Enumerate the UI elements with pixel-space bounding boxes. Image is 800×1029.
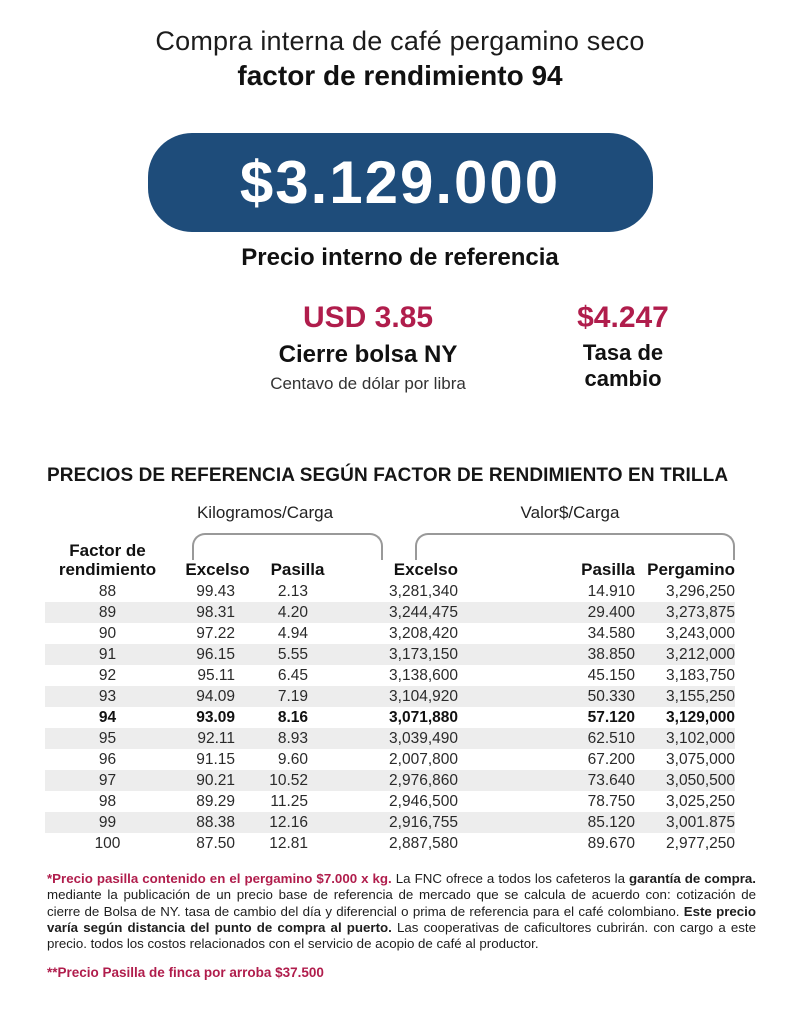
exchange-rate-value: $4.247 [577, 301, 669, 334]
table-cell: 6.45 [277, 667, 308, 684]
ny-close-label: Cierre bolsa NY [278, 341, 458, 368]
table-cell: 2.13 [277, 583, 308, 600]
table-cell: 89 [98, 604, 117, 621]
table-cell: 9.60 [277, 751, 308, 768]
table-cell: 3,183,750 [666, 667, 735, 684]
column-header-pasilla-valor: Pasilla [581, 560, 635, 579]
table-row [45, 602, 735, 623]
table-cell: 3,001.875 [666, 814, 735, 831]
table-cell: 3,025,250 [666, 793, 735, 810]
table-row [45, 644, 735, 665]
table-cell: 4.94 [277, 625, 308, 642]
table-cell: 3,173,150 [389, 646, 458, 663]
column-header-pergamino: Pergamino [647, 560, 735, 579]
table-cell: 91.15 [196, 751, 235, 768]
column-header-excelso-kg: Excelso [185, 560, 250, 579]
table-row [45, 812, 735, 833]
table-cell: 3,050,500 [666, 772, 735, 789]
table-row [45, 791, 735, 812]
table-cell: 78.750 [587, 793, 635, 810]
table-cell: 92 [98, 667, 117, 684]
table-cell: 88.38 [196, 814, 235, 831]
table-cell: 90.21 [196, 772, 235, 789]
table-row [45, 686, 735, 707]
infographic-page [0, 24, 800, 1029]
table-cell: 94.09 [196, 688, 235, 705]
table-cell: 3,138,600 [389, 667, 458, 684]
table-cell: 88 [98, 583, 117, 600]
table-cell: 38.850 [587, 646, 635, 663]
table-cell: 45.150 [587, 667, 635, 684]
footnote-segment: garantía de compra. [628, 871, 756, 886]
table-section-title: PRECIOS DE REFERENCIA SEGÚN FACTOR DE RENDIMIENTO EN TRILLA [47, 465, 729, 486]
table-cell: 90 [98, 625, 117, 642]
table-cell: 3,273,875 [666, 604, 735, 621]
footnote-segment: La FNC ofrece a todos los cafeteros la [395, 871, 629, 886]
column-header-pasilla-kg: Pasilla [270, 560, 325, 579]
table-row [45, 707, 735, 728]
table-cell: 12.16 [269, 814, 308, 831]
table-cell: 97 [98, 772, 117, 789]
table-cell: 5.55 [277, 646, 308, 663]
table-cell: 2,977,250 [666, 835, 735, 852]
table-row [45, 770, 735, 791]
table-cell: 93 [98, 688, 117, 705]
footnote-pasilla-finca: **Precio Pasilla de finca por arroba $37.500 [47, 965, 324, 981]
exchange-rate-label: Tasa de cambio [582, 340, 664, 391]
page-title [0, 24, 800, 94]
table-cell: 89.29 [196, 793, 235, 810]
table-cell: 3,296,250 [666, 583, 735, 600]
table-cell: 99.43 [196, 583, 235, 600]
table-cell: 3,155,250 [666, 688, 735, 705]
table-cell: 96.15 [196, 646, 235, 663]
metric-exchange-rate [518, 300, 728, 392]
table-cell: 85.120 [587, 814, 635, 831]
price-badge-amount: $3.129.000 [239, 149, 561, 216]
table-cell: 97.22 [196, 625, 235, 642]
table-cell: 3,039,490 [389, 730, 458, 747]
table-cell: 3,208,420 [389, 625, 458, 642]
price-badge-caption: Precio interno de referencia [241, 244, 559, 271]
table-cell: 89.670 [587, 835, 635, 852]
table-cell: 94 [98, 709, 117, 726]
table-cell: 2,916,755 [389, 814, 458, 831]
table-cell: 29.400 [587, 604, 635, 621]
title-line1: Compra interna de café pergamino seco [155, 26, 645, 56]
table-cell: 34.580 [587, 625, 635, 642]
table-cell: 11.25 [270, 793, 308, 810]
price-badge [148, 133, 653, 232]
table-cell: 3,212,000 [666, 646, 735, 663]
group-header-kilograms: Kilogramos/Carga [196, 503, 334, 522]
table-cell: 95 [98, 730, 117, 747]
table-cell: 3,104,920 [389, 688, 458, 705]
table-cell: 96 [98, 751, 117, 768]
table-cell: 8.16 [277, 709, 308, 726]
table-cell: 4.20 [277, 604, 308, 621]
group-header-value: Valor$/Carga [520, 503, 620, 522]
table-cell: 99 [98, 814, 117, 831]
table-cell: 3,075,000 [666, 751, 735, 768]
table-cell: 2,007,800 [389, 751, 458, 768]
table-cell: 3,281,340 [389, 583, 458, 600]
title-line2: factor de rendimiento 94 [237, 60, 563, 91]
footnote-segment: Este precio varía según distancia del punto de compra al puerto. [47, 903, 757, 935]
table-row [45, 665, 735, 686]
table-row [45, 728, 735, 749]
table-cell: 87.50 [196, 835, 235, 852]
footnote-segment: *Precio pasilla contenido en el pergamino $7.000 x kg. [47, 871, 396, 886]
price-table-body [45, 581, 735, 854]
table-cell: 73.640 [587, 772, 635, 789]
table-cell: 3,102,000 [666, 730, 735, 747]
footnote-paragraph [47, 871, 756, 952]
table-cell: 2,887,580 [389, 835, 458, 852]
table-cell: 12.81 [269, 835, 308, 852]
table-cell: 2,976,860 [389, 772, 458, 789]
ny-close-value: USD 3.85 [302, 301, 434, 334]
table-cell: 91 [98, 646, 117, 663]
table-cell: 3,071,880 [389, 709, 458, 726]
table-cell: 62.510 [587, 730, 635, 747]
table-cell: 95.11 [197, 667, 235, 684]
table-cell: 57.120 [587, 709, 635, 726]
column-header-factor: Factor de rendimiento [58, 541, 157, 579]
table-row [45, 581, 735, 602]
table-cell: 67.200 [587, 751, 635, 768]
table-cell: 7.19 [277, 688, 308, 705]
table-row [45, 623, 735, 644]
column-header-row [45, 541, 735, 581]
table-cell: 14.910 [587, 583, 635, 600]
price-table [45, 499, 735, 854]
table-cell: 10.52 [269, 772, 308, 789]
table-cell: 93.09 [196, 709, 235, 726]
price-table-header [45, 499, 735, 581]
table-cell: 2,946,500 [389, 793, 458, 810]
table-cell: 98 [98, 793, 117, 810]
table-cell: 100 [94, 835, 121, 852]
table-cell: 50.330 [587, 688, 635, 705]
metric-ny-close [218, 300, 518, 395]
table-cell: 3,244,475 [389, 604, 458, 621]
column-header-excelso-valor: Excelso [393, 560, 458, 579]
table-cell: 8.93 [277, 730, 308, 747]
table-row [45, 749, 735, 770]
footnote-segment: Las cooperativas de caficultores cubrirán. con cargo a este precio. todos los costos relacionados con el servicio de acopio de café al productor. [47, 919, 756, 952]
metrics-row [0, 300, 800, 395]
table-cell: 98.31 [196, 604, 235, 621]
table-row [45, 833, 735, 854]
table-cell: 3,243,000 [666, 625, 735, 642]
footnote-segment: mediante la publicación de un precio base de referencia de mercado que se calcula de acuerdo con: cotización de cierre de Bolsa de NY. tasa de cambio del día y diferencial o prima de referencia para el café colombiano. [47, 887, 756, 919]
ny-close-sublabel: Centavo de dólar por libra [270, 374, 466, 393]
table-cell: 92.11 [197, 730, 235, 747]
table-cell: 3,129,000 [666, 709, 735, 726]
